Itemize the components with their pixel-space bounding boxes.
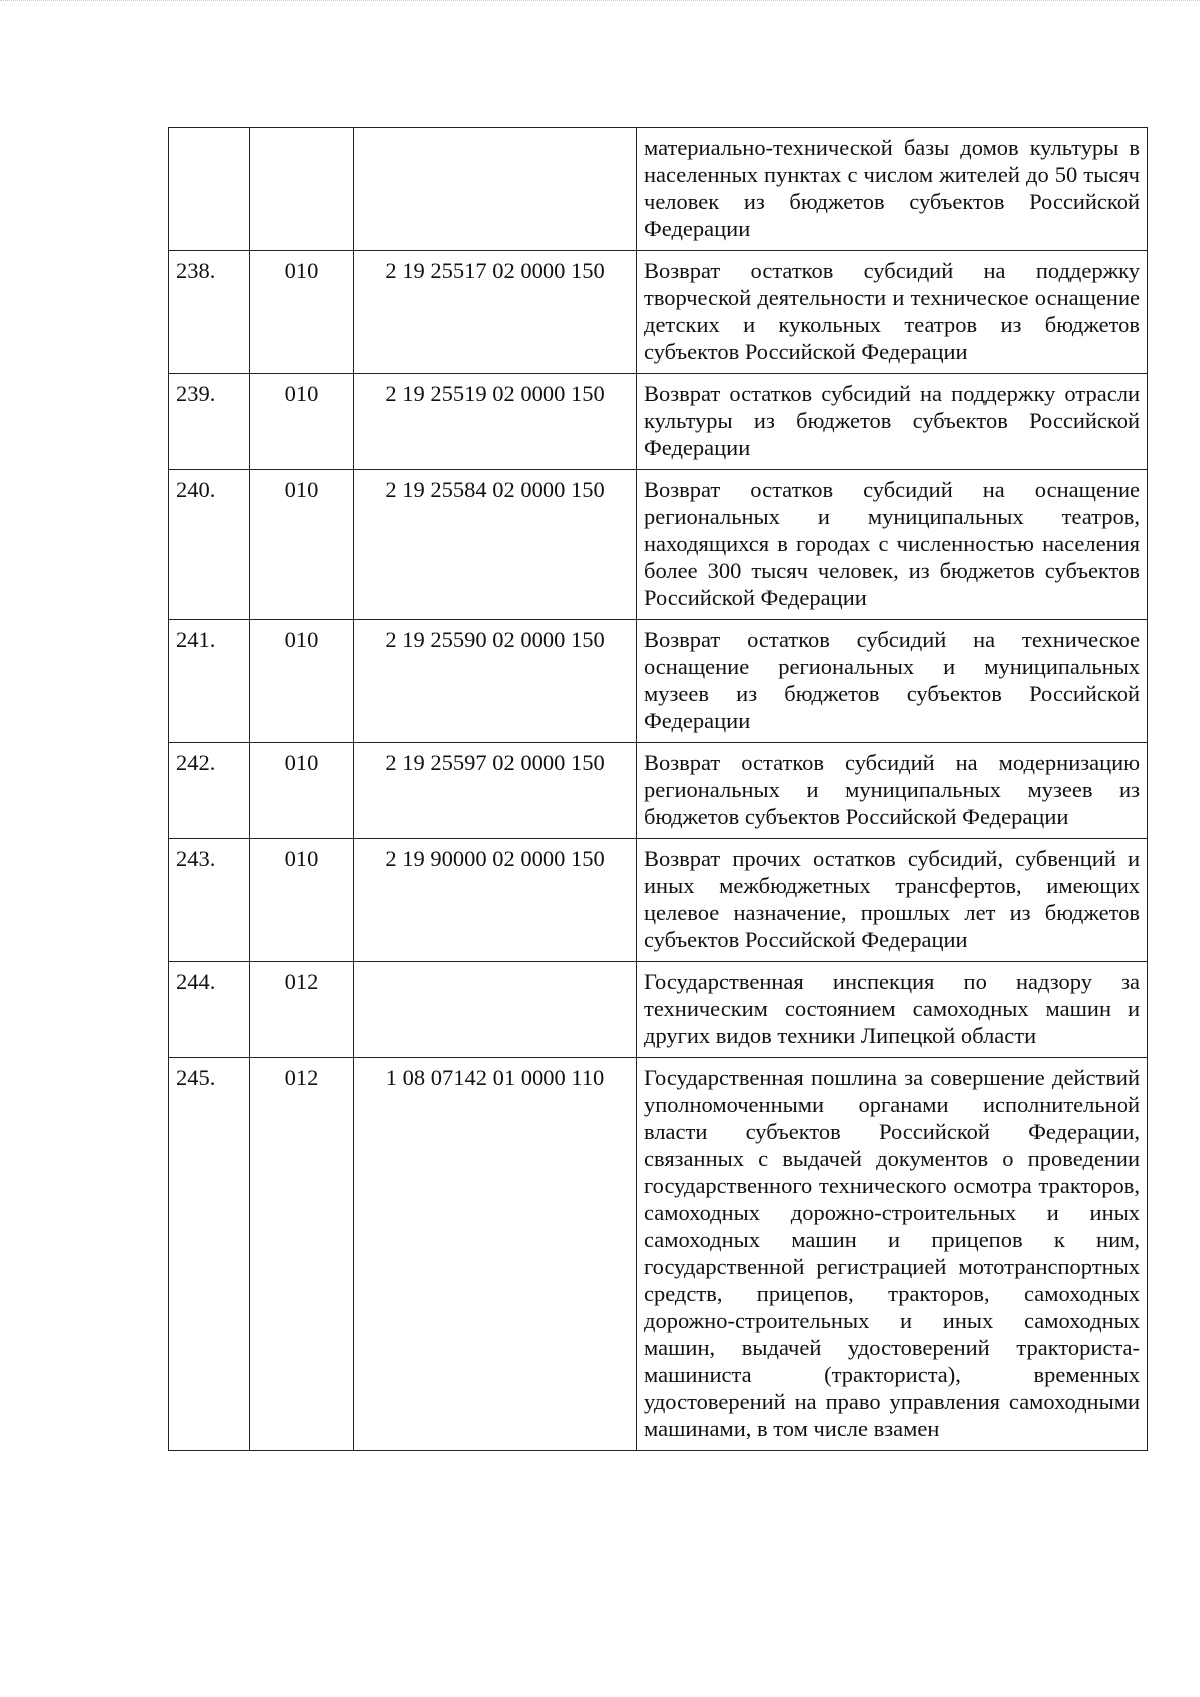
administrator-code: 010 xyxy=(250,374,354,470)
row-number: 243. xyxy=(169,839,250,962)
revenue-description: Возврат остатков субсидий на модернизацию региональных и муниципальных музеев из бюджетов субъектов Российской Федерации xyxy=(637,743,1148,839)
revenue-description: Возврат остатков субсидий на оснащение региональных и муниципальных театров, находящихся в городах с численностью населения более 300 тысяч человек, из бюджетов субъектов Российской Федерации xyxy=(637,470,1148,620)
revenue-description: Возврат остатков субсидий на поддержку творческой деятельности и техническое оснащение детских и кукольных театров из бюджетов субъектов Российской Федерации xyxy=(637,251,1148,374)
table-row xyxy=(169,620,1148,743)
revenue-description: Возврат остатков субсидий на техническое оснащение региональных и муниципальных музеев из бюджетов субъектов Российской Федерации xyxy=(637,620,1148,743)
budget-classification-code: 2 19 25584 02 0000 150 xyxy=(354,470,637,620)
document-page xyxy=(168,127,1147,1451)
row-number: 240. xyxy=(169,470,250,620)
budget-classification-code: 2 19 25517 02 0000 150 xyxy=(354,251,637,374)
table-row xyxy=(169,839,1148,962)
revenue-description: Возврат остатков субсидий на поддержку отрасли культуры из бюджетов субъектов Российской Федерации xyxy=(637,374,1148,470)
row-number: 239. xyxy=(169,374,250,470)
table-row xyxy=(169,470,1148,620)
table-row xyxy=(169,128,1148,251)
budget-classification-code: 2 19 25597 02 0000 150 xyxy=(354,743,637,839)
budget-classification-code: 2 19 25519 02 0000 150 xyxy=(354,374,637,470)
table-row xyxy=(169,1058,1148,1451)
row-number: 241. xyxy=(169,620,250,743)
administrator-code xyxy=(250,128,354,251)
administrator-code: 010 xyxy=(250,839,354,962)
row-number: 245. xyxy=(169,1058,250,1451)
revenue-description: Государственная инспекция по надзору за техническим состоянием самоходных машин и других видов техники Липецкой области xyxy=(637,962,1148,1058)
administrator-code: 010 xyxy=(250,470,354,620)
table-row xyxy=(169,251,1148,374)
table-row xyxy=(169,374,1148,470)
budget-classification-code xyxy=(354,962,637,1058)
budget-classification-code: 1 08 07142 01 0000 110 xyxy=(354,1058,637,1451)
row-number: 244. xyxy=(169,962,250,1058)
scan-top-edge xyxy=(0,0,1200,10)
revenue-description: материально-технической базы домов культуры в населенных пунктах с числом жителей до 50 тысяч человек из бюджетов субъектов Российской Федерации xyxy=(637,128,1148,251)
row-number: 242. xyxy=(169,743,250,839)
administrator-code: 010 xyxy=(250,251,354,374)
revenue-description: Государственная пошлина за совершение действий уполномоченными органами исполнительной власти субъектов Российской Федерации, связанных с выдачей документов о проведении государственного технического осмотра тракторов, самоходных дорожно-строительных и иных самоходных машин и прицепов к ним, государственной регистрацией мототранспортных средств, прицепов, тракторов, самоходных дорожно-строительных и иных самоходных машин, выдачей удостоверений тракториста-машиниста (тракториста), временных удостоверений на право управления самоходными машинами, в том числе взамен xyxy=(637,1058,1148,1451)
administrator-code: 010 xyxy=(250,620,354,743)
revenue-description: Возврат прочих остатков субсидий, субвенций и иных межбюджетных трансфертов, имеющих целевое назначение, прошлых лет из бюджетов субъектов Российской Федерации xyxy=(637,839,1148,962)
row-number xyxy=(169,128,250,251)
budget-classification-code: 2 19 90000 02 0000 150 xyxy=(354,839,637,962)
table-row xyxy=(169,743,1148,839)
table-row xyxy=(169,962,1148,1058)
budget-classification-code: 2 19 25590 02 0000 150 xyxy=(354,620,637,743)
administrator-code: 012 xyxy=(250,962,354,1058)
budget-classification-code xyxy=(354,128,637,251)
row-number: 238. xyxy=(169,251,250,374)
revenue-code-table xyxy=(168,127,1148,1451)
administrator-code: 012 xyxy=(250,1058,354,1451)
administrator-code: 010 xyxy=(250,743,354,839)
